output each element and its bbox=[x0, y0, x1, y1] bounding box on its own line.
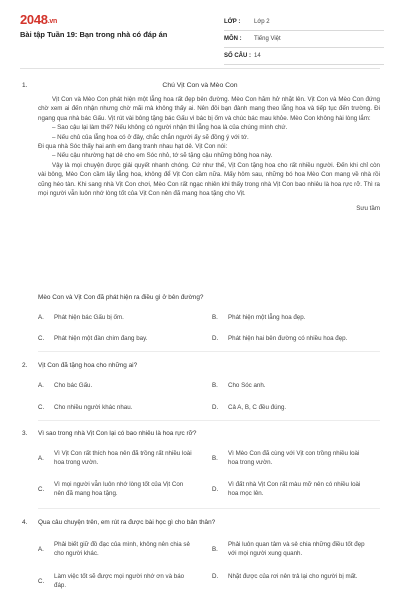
option-letter: B. bbox=[212, 314, 218, 321]
passage-dialogue: – Nếu cậu nhường hạt dẻ cho em Sóc nhỏ, tớ sẽ tặng cậu những bông hoa này. bbox=[52, 152, 273, 160]
page-title: Bài tập Tuần 19: Bạn trong nhà có đáp án bbox=[20, 30, 168, 39]
option-letter: A. bbox=[38, 454, 44, 462]
answer-option[interactable] bbox=[38, 313, 192, 322]
passage-source: Sưu tầm bbox=[356, 205, 380, 213]
meta-key: LỚP : bbox=[224, 19, 241, 25]
meta-key: MÔN : bbox=[224, 36, 242, 42]
meta-row-count bbox=[224, 48, 384, 65]
option-text: Vì mọi người vẫn luôn nhớ lòng tốt của Vịt Con nên đã mang hoa tặng. bbox=[54, 481, 184, 497]
option-letter: A. bbox=[38, 545, 44, 553]
option-text: Phát hiện một lẵng hoa đẹp. bbox=[228, 314, 306, 321]
header-divider bbox=[20, 68, 380, 69]
passage-body bbox=[38, 95, 380, 214]
option-text: Cho Sóc anh. bbox=[228, 382, 266, 389]
question-text: Mèo Con và Vịt Con đã phát hiện ra điều gì ở bên đường? bbox=[38, 294, 204, 301]
question-divider bbox=[38, 351, 380, 352]
option-letter: D. bbox=[212, 485, 219, 493]
answer-option[interactable] bbox=[212, 334, 400, 343]
passage-paragraph: Đi qua nhà Sóc thấy hai anh em đang tranh nhau hạt dẻ. Vịt Con nói: bbox=[38, 143, 228, 151]
option-letter: B. bbox=[212, 382, 218, 389]
option-text: Phát hiện hai bên đường có nhiều hoa đẹp. bbox=[228, 335, 348, 342]
passage-dialogue: – Nếu chủ của lẵng hoa có ở đây, chắc chắn người ấy sẽ đồng ý với tớ. bbox=[52, 133, 249, 141]
option-letter: B. bbox=[212, 454, 218, 462]
option-text: Vì Vịt Con rất thích hoa nên đã trồng rất nhiều loài hoa trong vườn. bbox=[54, 450, 192, 466]
option-letter: D. bbox=[212, 404, 219, 411]
option-letter: C. bbox=[38, 404, 45, 411]
option-text: Cả A, B, C đều đúng. bbox=[228, 404, 287, 411]
meta-value: 14 bbox=[254, 53, 261, 59]
page-header bbox=[0, 0, 400, 64]
passage-paragraph: Vịt Con và Mèo Con phát hiện một lẵng hoa rất đẹp bên đường. Mèo Con hăm hở nhặt lên. Vịt Con và Mèo Con đứng chờ xem ai đến nhận nhưng chờ mãi mà không thấy ai. Nên đôi bạn đành mang theo lẵng hoa và tiếp tục đến trường. Đi ngang qua nhà bác Gấu. Vịt rút vài bông tặng bác Gấu vì bác bị ốm và chúc bác mau khỏe. Mèo Con không hài lòng lắm: bbox=[38, 96, 380, 122]
answer-option[interactable] bbox=[38, 334, 192, 343]
question-text: Vì sao trong nhà Vịt Con lại có bao nhiêu là hoa rực rỡ? bbox=[38, 430, 197, 437]
option-text: Phải biết giữ đồ đạc của mình, không nên chia sẻ cho người khác. bbox=[54, 541, 190, 557]
option-letter: C. bbox=[38, 485, 45, 493]
meta-key: SỐ CÂU : bbox=[224, 53, 251, 59]
answer-option[interactable] bbox=[212, 403, 366, 412]
question-divider bbox=[38, 420, 380, 421]
meta-row-class bbox=[224, 14, 384, 31]
option-text: Phát hiện bác Gấu bị ốm. bbox=[54, 314, 124, 321]
question-number: 1. bbox=[22, 82, 28, 89]
answer-option[interactable] bbox=[38, 480, 192, 498]
option-text: Cho bác Gấu. bbox=[54, 382, 93, 389]
option-text: Vì Mèo Con đã cùng với Vịt con trồng nhiều loài hoa trong vườn. bbox=[228, 450, 360, 466]
meta-value: Lớp 2 bbox=[254, 19, 270, 25]
option-text: Vì đất nhà Vịt Con rất màu mỡ nên có nhiều loài hoa mọc lên. bbox=[228, 481, 361, 497]
logo-suffix: .vn bbox=[47, 18, 57, 25]
site-logo[interactable] bbox=[20, 12, 57, 27]
option-letter: D. bbox=[212, 573, 219, 580]
answer-option[interactable] bbox=[212, 572, 366, 581]
meta-value: Tiếng Việt bbox=[254, 36, 281, 42]
option-letter: C. bbox=[38, 335, 45, 342]
answer-option[interactable] bbox=[38, 540, 192, 558]
logo-text: 2048 bbox=[20, 12, 48, 27]
option-letter: A. bbox=[38, 314, 44, 321]
option-letter: C. bbox=[38, 577, 45, 585]
answer-option[interactable] bbox=[212, 480, 366, 498]
passage-dialogue: – Sao cậu lại làm thế? Nếu không có người nhận thì lẵng hoa là của chúng mình chứ. bbox=[52, 124, 288, 132]
answer-option[interactable] bbox=[38, 449, 192, 467]
option-letter: B. bbox=[212, 545, 218, 553]
question-number: 2. bbox=[22, 362, 28, 369]
question-number: 4. bbox=[22, 519, 28, 526]
answer-option[interactable] bbox=[38, 381, 192, 390]
passage-title: Chú Vịt Con và Mèo Con bbox=[162, 82, 238, 89]
meta-table bbox=[224, 14, 384, 65]
answer-option[interactable] bbox=[38, 572, 192, 590]
question-number: 3. bbox=[22, 430, 28, 437]
passage-paragraph: Vậy là mọi chuyện được giải quyết nhanh chóng. Cứ như thế, Vịt Con tặng hoa cho rất nhiều người. Đến khi chỉ còn vài bông, Mèo Con cầm lấy lẵng hoa, không để Vịt Con cầm nữa. Mấy hôm sau, những bó hoa Mèo Con mang về nhà rồi cũng héo tàn. Khi sang nhà Vịt Con chơi, Mèo Con rất ngạc nhiên khi thấy trong nhà Vịt Con bao nhiêu là hoa rực rỡ. Thì ra mọi người vẫn luôn nhớ lòng tốt của Vịt Con nên đã mang hoa tặng cho Vịt. bbox=[38, 161, 380, 198]
option-text: Phải luôn quan tâm và sẻ chia những điều tốt đẹp với mọi người xung quanh. bbox=[228, 541, 365, 557]
option-text: Phát hiện một đàn chim đang bay. bbox=[54, 335, 148, 342]
option-text: Nhặt được của rơi nên trả lại cho người bị mất. bbox=[228, 573, 358, 580]
option-text: Cho nhiều người khác nhau. bbox=[54, 404, 133, 411]
question-text: Vịt Con đã tặng hoa cho những ai? bbox=[38, 362, 138, 369]
option-letter: D. bbox=[212, 335, 219, 342]
answer-option[interactable] bbox=[212, 449, 366, 467]
question-text: Qua câu chuyện trên, em rút ra được bài học gì cho bản thân? bbox=[38, 519, 216, 526]
answer-option[interactable] bbox=[212, 540, 366, 558]
meta-row-subject bbox=[224, 31, 384, 48]
option-text: Làm việc tốt sẽ được mọi người nhớ ơn và báo đáp. bbox=[54, 573, 185, 589]
answer-option[interactable] bbox=[38, 403, 192, 412]
answer-option[interactable] bbox=[212, 381, 366, 390]
answer-option[interactable] bbox=[212, 313, 366, 322]
question-divider bbox=[38, 508, 380, 509]
option-letter: A. bbox=[38, 382, 44, 389]
